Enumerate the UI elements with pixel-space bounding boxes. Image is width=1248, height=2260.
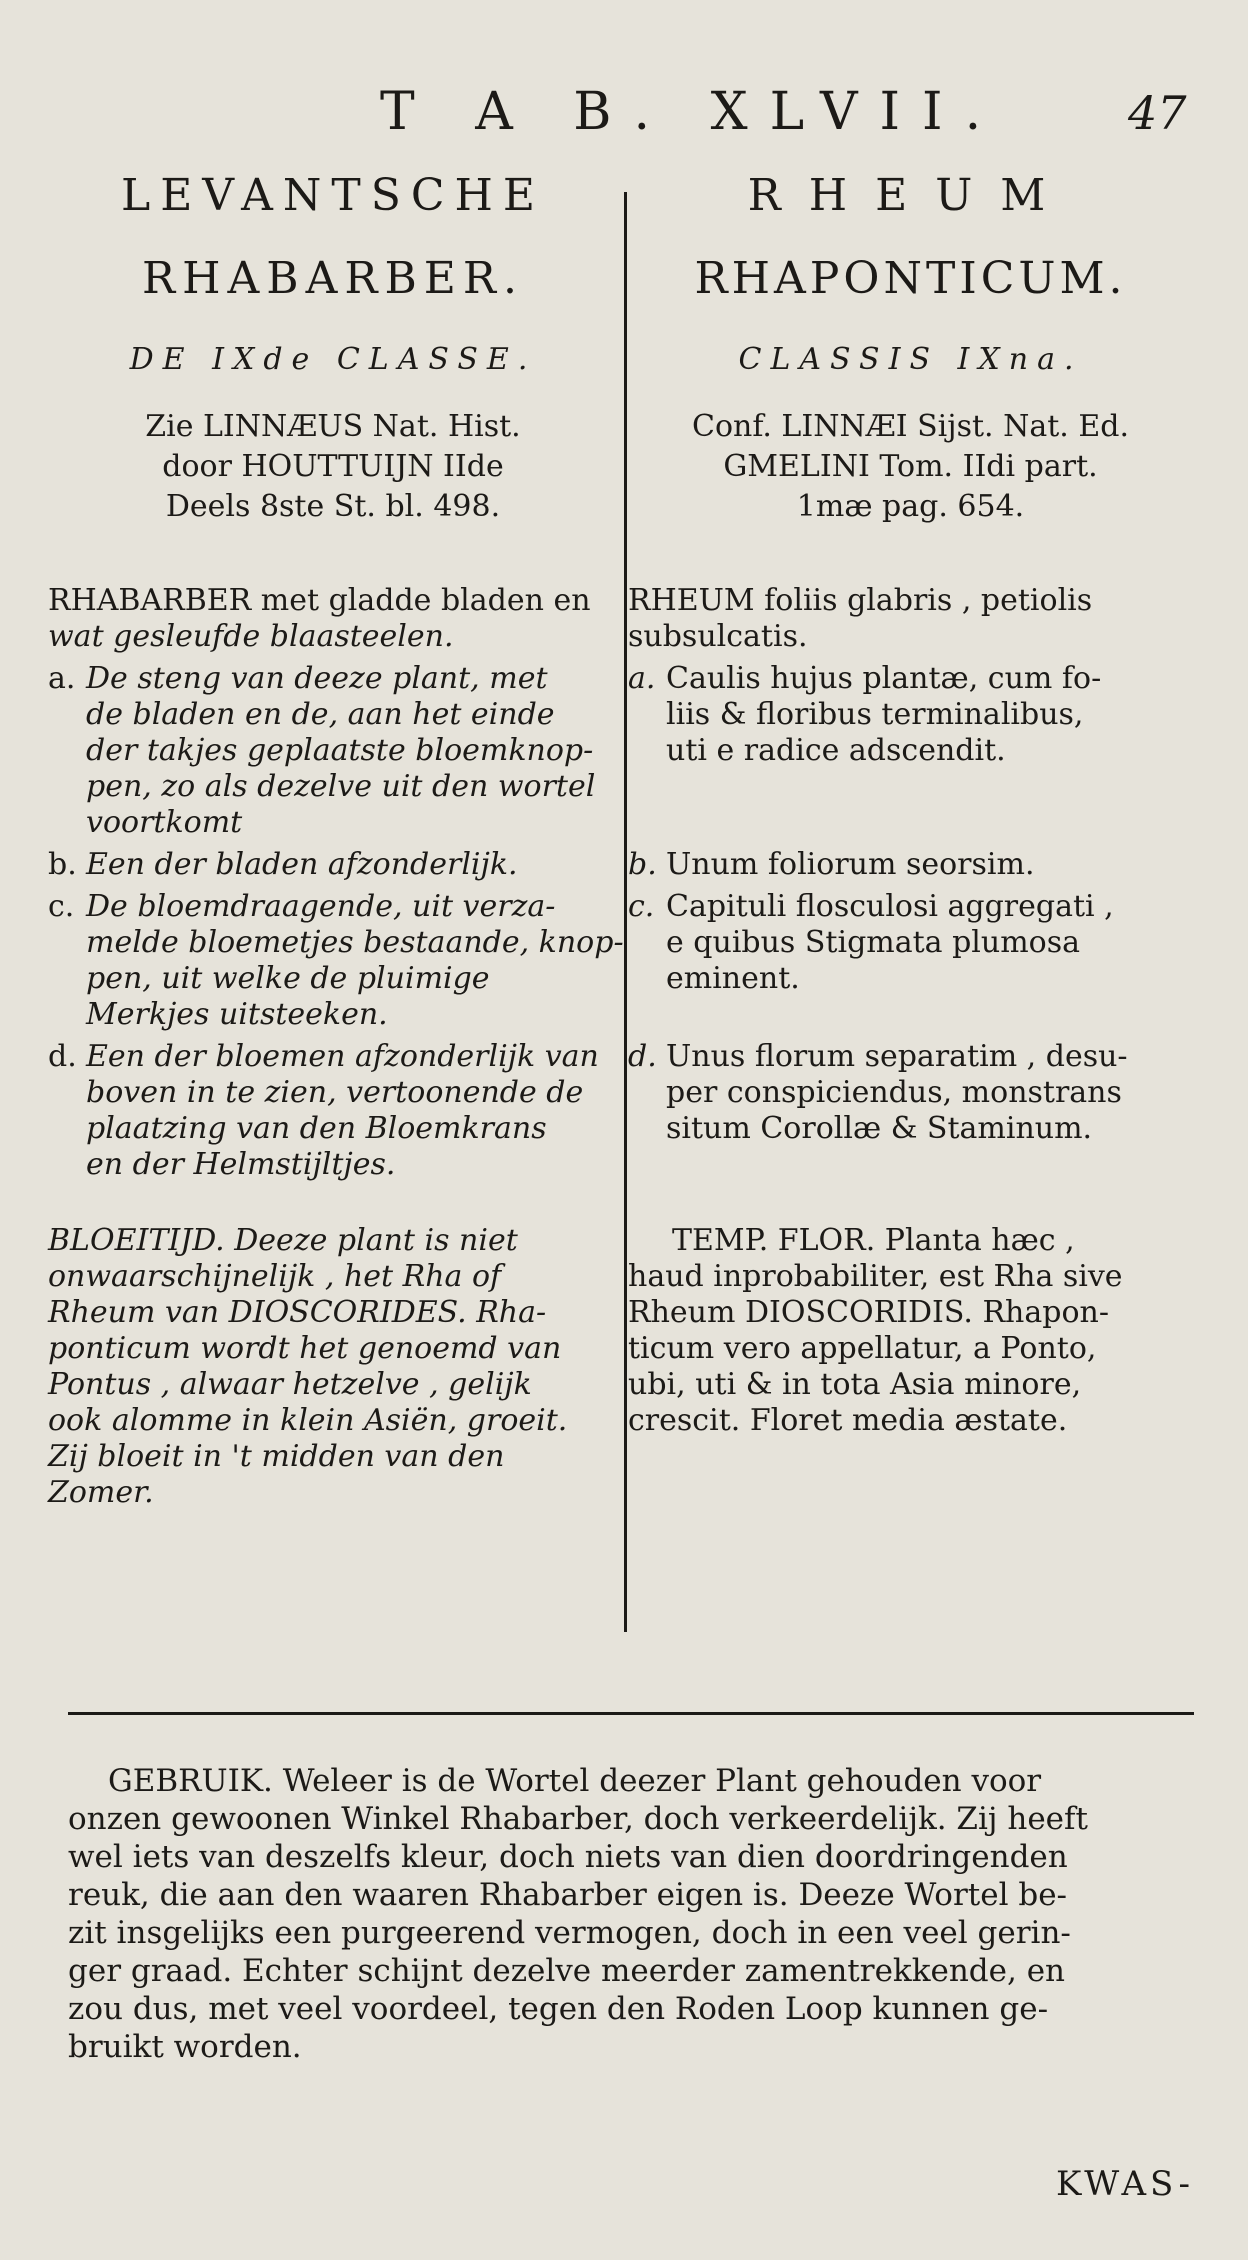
latin-title-line2: RHAPONTICUM. [694, 253, 1127, 304]
item-line: e quibus Stigmata plumosa [666, 925, 1080, 960]
gebruik-line: zou dus, met veel voordeel, tegen den Roden Loop kunnen ge- [68, 1991, 1049, 2027]
ref-line: Deels 8ste St. bl. 498. [165, 489, 501, 524]
item-line: Unum foliorum seorsim. [666, 847, 1035, 882]
item-line: uti e radice adscendit. [666, 733, 1006, 768]
page-header [0, 82, 1248, 142]
dutch-class: DE IXde CLASSE. [129, 342, 537, 377]
gebruik-paragraph [68, 1762, 1198, 2066]
bloei-line: Pontus , alwaar hetzelve , gelijk [48, 1367, 532, 1402]
item-mark: c. [48, 889, 75, 924]
item-line: plaatzing van den Bloemkrans [86, 1111, 547, 1146]
latin-column [628, 170, 1193, 1439]
gebruik-line: reuk, die aan den waaren Rhabarber eigen is. Deeze Wortel be- [68, 1877, 1068, 1913]
temp-line: Rheum DIOSCORIDIS. Rhapon- [628, 1295, 1109, 1330]
dutch-description [48, 583, 624, 1183]
ref-line: Conf. LINNÆI Sijst. Nat. Ed. [691, 409, 1129, 444]
latin-title-line1: RHEUM [747, 170, 1074, 221]
bloei-line: BLOEITIJD. Deeze plant is niet [48, 1223, 518, 1258]
item-line: De bloemdraagende, uit verza- [86, 889, 556, 924]
item-line: de bladen en de, aan het einde [86, 697, 555, 732]
bloei-line: Rheum van DIOSCORIDES. Rha- [48, 1295, 547, 1330]
figure-item-c [48, 889, 624, 1033]
bloei-line: Zij bloeit in 't midden van den [48, 1439, 505, 1474]
page-number: 47 [1128, 86, 1187, 140]
item-line: melde bloemetjes bestaande, knop- [86, 925, 624, 960]
gebruik-line: ger graad. Echter schijnt dezelve meerder zamentrekkende, en [68, 1953, 1066, 1989]
bloei-line: ponticum wordt het genoemd van [48, 1331, 562, 1366]
item-line: Merkjes uitsteeken. [86, 997, 388, 1032]
intro-line: RHEUM foliis glabris , petiolis [628, 583, 1093, 618]
bloei-line: onwaarschijnelijk , het Rha of [48, 1259, 502, 1294]
ref-line: GMELINI Tom. IIdi part. [723, 449, 1098, 484]
figure-item-a [48, 661, 618, 841]
item-line: liis & floribus terminalibus, [666, 697, 1084, 732]
dutch-title-line2: RHABARBER. [141, 253, 525, 304]
figure-item-d [628, 1039, 1193, 1147]
section-rule [68, 1712, 1194, 1715]
item-mark: b. [628, 847, 657, 882]
item-line: pen, uit welke de pluimige [86, 961, 490, 996]
ref-line: door HOUTTUIJN IIde [162, 449, 504, 484]
temp-line: crescit. Floret media æstate. [628, 1403, 1068, 1438]
item-mark: a. [628, 661, 656, 696]
item-line: Een der bloemen afzonderlijk van [86, 1039, 599, 1074]
item-mark: b. [48, 847, 77, 882]
item-line: en der Helmstijltjes. [86, 1147, 396, 1182]
latin-class: CLASSIS IXna. [738, 342, 1083, 377]
item-line: voortkomt [86, 805, 243, 840]
figure-item-b [48, 847, 618, 883]
item-line: pen, zo als dezelve uit den wortel [86, 769, 596, 804]
item-mark: d. [628, 1039, 657, 1074]
gebruik-line: GEBRUIK. Weleer is de Wortel deezer Plant gehouden voor [108, 1763, 1042, 1799]
bloeitijd-paragraph [48, 1223, 618, 1511]
latin-description [628, 583, 1193, 1147]
intro-line: subsulcatis. [628, 619, 808, 654]
ref-line: Zie LINNÆUS Nat. Hist. [145, 409, 521, 444]
item-line: der takjes geplaatste bloemknop- [86, 733, 594, 768]
intro-line: wat gesleufde blaasteelen. [48, 619, 454, 654]
item-line: Unus florum separatim , desu- [666, 1039, 1128, 1074]
item-line: eminent. [666, 961, 800, 996]
temp-line: ticum vero appellatur, a Ponto, [628, 1331, 1097, 1366]
catchword: KWAS- [1056, 2164, 1195, 2204]
latin-reference [628, 407, 1193, 527]
figure-item-c [628, 889, 1193, 997]
temp-flor-paragraph [628, 1223, 1193, 1439]
gebruik-line: bruikt worden. [68, 2029, 302, 2065]
item-mark: a. [48, 661, 76, 696]
ref-line: 1mæ pag. 654. [796, 489, 1025, 524]
dutch-title-line1: LEVANTSCHE [120, 170, 546, 221]
item-line: Een der bladen afzonderlijk. [86, 847, 518, 882]
temp-line: TEMP. FLOR. Planta hæc , [672, 1223, 1075, 1258]
item-line: Caulis hujus plantæ, cum fo- [666, 661, 1102, 696]
item-line: Capituli flosculosi aggregati , [666, 889, 1114, 924]
gebruik-line: wel iets van deszelfs kleur, doch niets van dien doordringenden [68, 1839, 1068, 1875]
item-line: per conspiciendus, monstrans [666, 1075, 1122, 1110]
gebruik-line: onzen gewoonen Winkel Rhabarber, doch verkeerdelijk. Zij heeft [68, 1801, 1088, 1837]
temp-line: ubi, uti & in tota Asia minore, [628, 1367, 1082, 1402]
dutch-column [48, 170, 624, 1511]
figure-item-b [628, 847, 1193, 883]
column-divider [624, 192, 627, 1632]
figure-item-a [628, 661, 1193, 769]
item-mark: d. [48, 1039, 77, 1074]
plate-title: T A B. XLVII. [380, 82, 1004, 142]
gebruik-line: zit insgelijks een purgeerend vermogen, doch in een veel gerin- [68, 1915, 1071, 1951]
temp-line: haud inprobabiliter, est Rha sive [628, 1259, 1123, 1294]
item-mark: c. [628, 889, 655, 924]
item-line: boven in te zien, vertoonende de [86, 1075, 584, 1110]
figure-item-d [48, 1039, 618, 1183]
item-line: situm Corollæ & Staminum. [666, 1111, 1093, 1146]
dutch-reference [48, 407, 618, 527]
intro-line: RHABARBER met gladde bladen en [48, 583, 591, 618]
bloei-line: ook alomme in klein Asiën, groeit. [48, 1403, 568, 1438]
bloei-line: Zomer. [48, 1475, 154, 1510]
item-line: De steng van deeze plant, met [86, 661, 548, 696]
